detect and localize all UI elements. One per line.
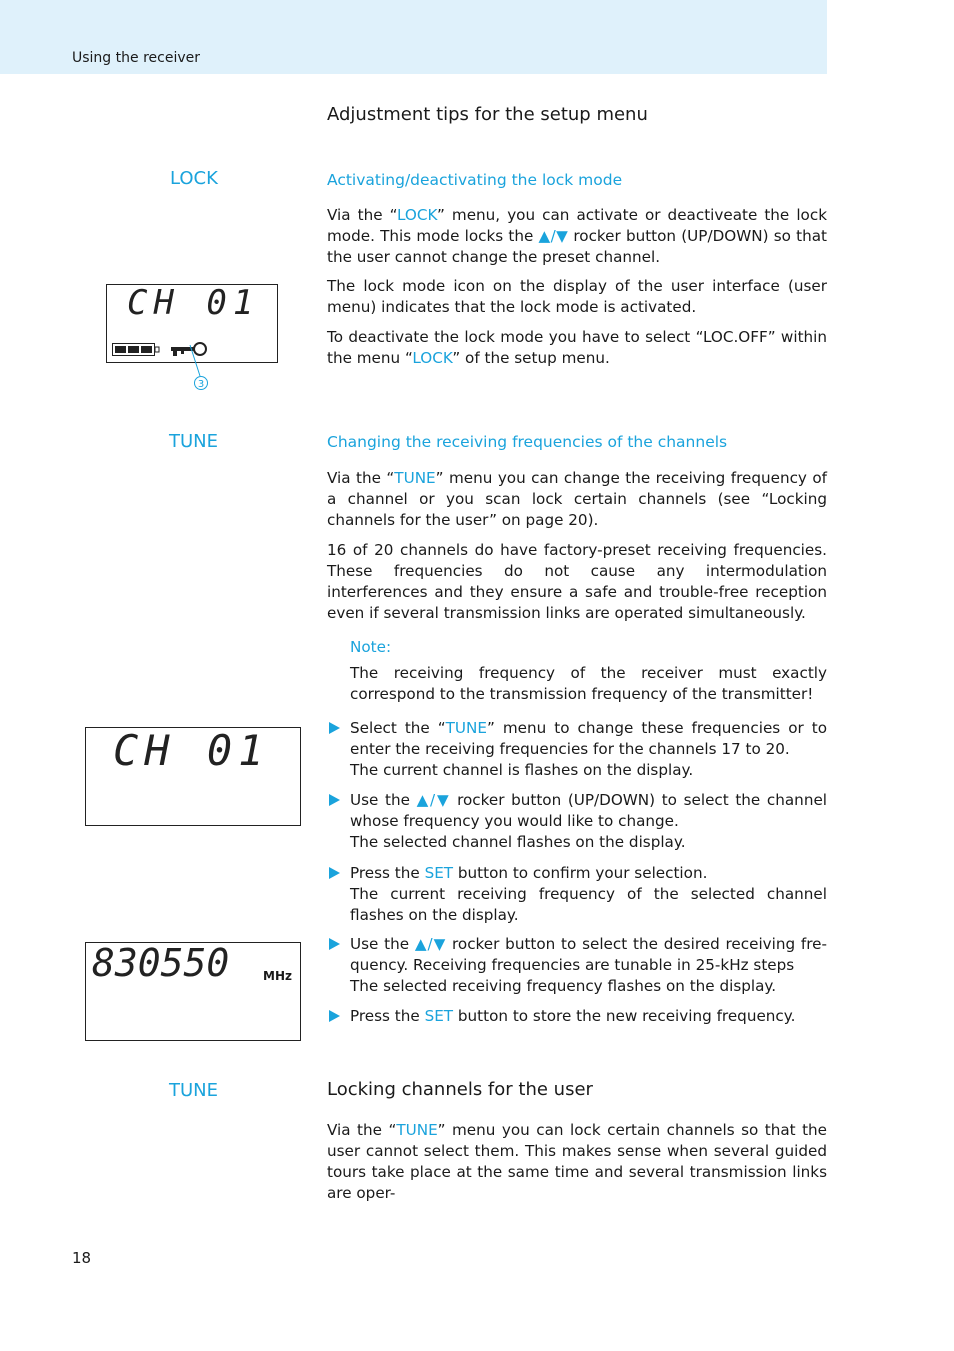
note-text: The receiving frequency of the receiver must exactly correspond to the transmission frequency of the transmitter!: [350, 664, 827, 703]
note-label: Note:: [350, 638, 392, 656]
bullet-arrow-icon: [329, 867, 340, 879]
tune-paragraph-2: 16 of 20 channels do have factory-preset receiving frequencies. These frequencies do not cause any intermodulation interferences and they ensure a safe and trouble-free reception even if several transmission links are operated simultaneously.: [327, 541, 827, 622]
step-2: Use the ▲/▼ rocker button (UP/DOWN) to select the channel whose frequency you would like to change. The selected channel flashes on the display.: [327, 790, 827, 853]
lock-paragraph-2: The lock mode icon on the display of the user interface (user menu) indicates that the lock mode is activated.: [327, 277, 827, 316]
lcd-frequency-text: 830550: [92, 941, 230, 985]
callout-line: [184, 343, 214, 393]
tune-paragraph-1: Via the “TUNE” menu you can change the receiving frequency of a channel or you scan lock certain channels (see “Locking channels for the user” on page 20).: [327, 469, 828, 529]
bullet-arrow-icon: [329, 1010, 340, 1022]
margin-label-lock: LOCK: [170, 168, 218, 189]
lcd-display-channel: [85, 727, 301, 826]
step-3: Press the SET button to confirm your selection. The current receiving frequency of the selected channel flashes on the display.: [327, 863, 827, 926]
locking-paragraph: Via the “TUNE” menu you can lock certain channels so that the user cannot select them. This makes sense when several guided tours take place at the same time and several transmission links are oper-: [327, 1121, 828, 1202]
subtitle-lock-mode: Activating/deactivating the lock mode: [327, 171, 623, 189]
locking-title: Locking channels for the user: [327, 1079, 593, 1100]
step-1: Select the “TUNE” menu to change these frequencies or to enter the receiving frequencies for the channels 17 to 20. The current channel is flashes on the display.: [327, 718, 827, 781]
bullet-arrow-icon: [329, 722, 340, 734]
lcd-display-frequency: [85, 942, 301, 1041]
lock-paragraph-3: To deactivate the lock mode you have to select “LOC.OFF” within the menu “LOCK” of the setup menu.: [327, 328, 827, 367]
margin-label-tune-locking: TUNE: [169, 1080, 219, 1101]
callout-number: 3: [197, 379, 205, 390]
bullet-arrow-icon: [329, 794, 340, 806]
subtitle-receiving-frequencies: Changing the receiving frequencies of the channels: [327, 433, 728, 451]
margin-label-tune: TUNE: [169, 431, 219, 452]
step-4: Use the ▲/▼ rocker button to select the desired receiving fre-quency. Receiving frequencies are tunable in 25-kHz steps The selected receiving frequency flashes on the display.: [327, 934, 827, 997]
lcd-channel-text: CH 01: [127, 283, 260, 323]
battery-icon: [112, 343, 162, 357]
lock-paragraph-1: Via the “LOCK” menu, you can activate or deactiveate the lock mode. This mode locks the ▲/▼ rocker button (UP/DOWN) so that the user cannot change the preset channel.: [327, 206, 827, 266]
lcd-unit-label: MHz: [263, 969, 292, 983]
bullet-arrow-icon: [329, 938, 340, 950]
section-title: Adjustment tips for the setup menu: [327, 104, 648, 125]
running-header: Using the receiver: [72, 50, 200, 66]
step-5: Press the SET button to store the new receiving frequency.: [327, 1006, 827, 1027]
lcd-channel-text: CH 01: [113, 726, 270, 775]
page-number: 18: [72, 1249, 92, 1267]
